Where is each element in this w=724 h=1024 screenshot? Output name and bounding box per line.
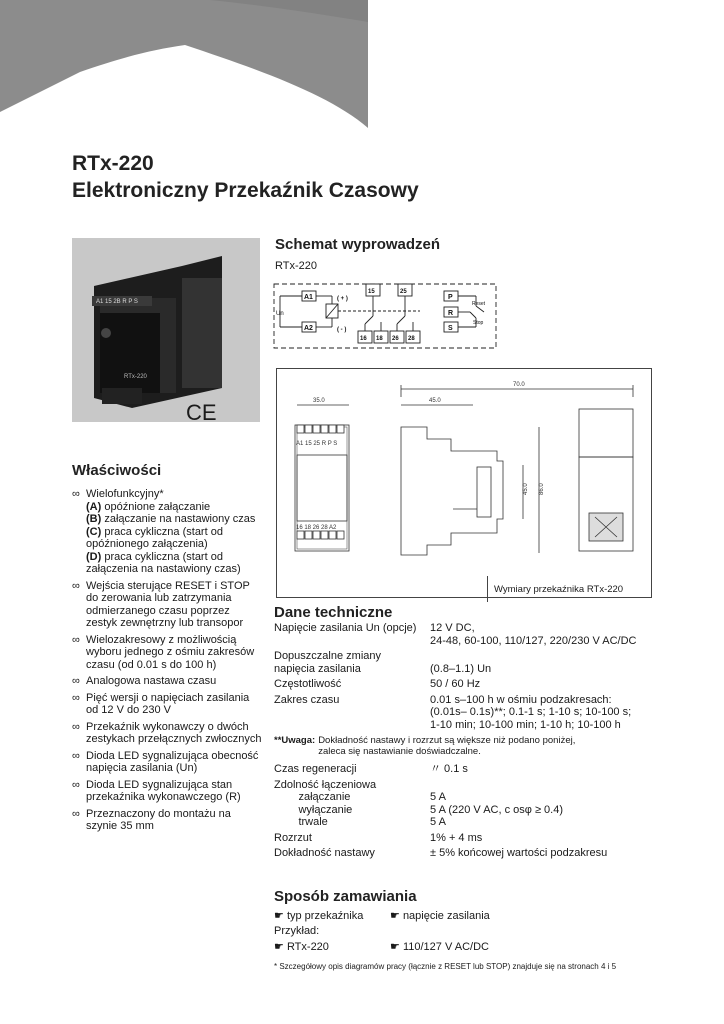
dimension-drawing (277, 369, 651, 597)
pin-a2: A2 (304, 325, 313, 332)
dimension-caption: Wymiary przekaźnika RTx-220 (494, 584, 624, 595)
pin-28: 28 (408, 336, 415, 342)
ordering-heading: Sposób zamawiania (274, 888, 417, 905)
pin-un: Un (276, 311, 284, 317)
pin-plus: ( + ) (337, 296, 348, 302)
title-description: Elektroniczny Przekaźnik Czasowy (72, 179, 419, 202)
bullet-icon: ∞ (72, 720, 80, 733)
bullet-icon: ∞ (72, 579, 80, 592)
list-item: ∞ Przeznaczony do montażu na szynie 35 mm (72, 807, 231, 832)
list-item: ∞ Dioda LED sygnalizująca obecność napięcia zasilania (Un) (72, 749, 259, 774)
bullet-icon: ∞ (72, 675, 80, 687)
dim-bottom-terminals: 16 18 26 28 A2 (296, 525, 337, 531)
properties-heading: Właściwości (72, 462, 162, 479)
example-voltage: 110/127 V AC/DC (402, 941, 489, 953)
note-text: Dokładność nastawy i rozrzut są większe niż podano poniżej, zaleca się nastawianie doświadczalne. (318, 735, 576, 757)
header-decoration (0, 0, 724, 140)
page-title (72, 150, 419, 204)
mode-item: (C) praca cykliczna (start od opóźnionego załączenia) (86, 525, 223, 550)
dim-45-width: 45.0 (429, 398, 441, 404)
dim-45-height: 45.0 (523, 483, 529, 495)
properties-list (72, 488, 262, 837)
footnote: * Szczegółowy opis diagramów pracy (łącznie z RESET lub STOP) znajduje się na stronach 4 i 5 (274, 962, 617, 971)
dim-35: 35.0 (313, 398, 325, 404)
table-row: Częstotliwość 50 / 60 Hz (274, 678, 481, 690)
bullet-icon: ∞ (72, 691, 80, 704)
list-item: ∞ Pięć wersji o napięciach zasilania od 12 V do 230 V (72, 691, 250, 716)
dim-86: 86.0 (539, 483, 545, 495)
pin-a1: A1 (304, 294, 313, 301)
pinout-heading: Schemat wyprowadzeń (275, 236, 441, 253)
voltage-label: napięcie zasilania (402, 910, 490, 922)
type-label: typ przekaźnika (286, 910, 364, 922)
list-item: ∞ Wielozakresowy z możliwością wyboru jednego z ośmiu zakresów czasu (od 0.01 s do 100 h) (72, 633, 255, 671)
table-row: Zdolność łączeniowa załączanie wyłączanie trwale 5 A 5 A (220 V AC, c osφ ≥ 0.4) 5 A (274, 778, 564, 828)
pinout-model: RTx-220 (275, 260, 317, 272)
table-row: Rozrzut 1% + 4 ms (274, 831, 483, 844)
product-photo (72, 238, 260, 422)
table-row: Zakres czasu 0.01 s–100 h w ośmiu podzakresach: (0.01s– 0.1s)**; 0.1-1 s; 1-10 s; 10-100 s; 1-10 min; 10-100 min; 1-10 h; 10-100 h (274, 693, 632, 731)
hand-pointer-icon: ☛ (274, 910, 284, 922)
pin-reset-label: Reset (472, 301, 486, 307)
table-row: Dopuszczalne zmiany napięcia zasilania (0.8–1.1) Un (274, 650, 492, 675)
ordering-template (274, 909, 664, 922)
bullet-icon: ∞ (72, 807, 80, 820)
technical-table (274, 622, 654, 863)
bullet-icon: ∞ (72, 488, 80, 500)
example-type: RTx-220 (286, 941, 329, 953)
pin-p: P (448, 294, 453, 301)
list-item: ∞ Analogowa nastawa czasu (72, 675, 217, 687)
caption-marker (487, 576, 488, 602)
pin-18: 18 (376, 336, 383, 342)
mode-item: (B) załączanie na nastawiony czas (86, 513, 256, 525)
pin-15: 15 (368, 289, 375, 295)
dim-70: 70.0 (513, 382, 525, 388)
bullet-icon: ∞ (72, 749, 80, 762)
note-label: **Uwaga: (274, 735, 316, 746)
mode-item: (D) praca cykliczna (start od załączenia na nastawiony czas) (86, 550, 241, 575)
technical-note (274, 735, 654, 757)
hand-pointer-icon: ☛ (390, 941, 400, 953)
list-item: ∞ Przekaźnik wykonawczy o dwóch zestykach przełącznych zwłocznych (72, 720, 262, 745)
pinout-diagram (270, 278, 500, 354)
bullet-icon: ∞ (72, 633, 80, 646)
technical-heading: Dane techniczne (274, 604, 393, 621)
bullet-icon: ∞ (72, 778, 80, 791)
title-model: RTx-220 (72, 152, 154, 175)
table-row: Napięcie zasilania Un (opcje) 12 V DC, 24-48, 60-100, 110/127, 220/230 V AC/DC (274, 622, 637, 647)
ordering-section (274, 888, 664, 953)
example-label: Przykład: (274, 925, 320, 937)
pin-minus: ( - ) (337, 327, 347, 333)
table-row: Dokładność nastawy ± 5% końcowej wartości podzakresu (274, 847, 608, 859)
list-item: ∞ Dioda LED sygnalizująca stan przekaźnika wykonawczego (R) (72, 778, 241, 803)
pin-26: 26 (392, 336, 399, 342)
list-item: ∞ Wejścia sterujące RESET i STOP do zerowania lub zatrzymania odmierzanego czasu poprzez zestyk zewnętrzny lub transopor (72, 579, 250, 629)
relay-photo-drawing (72, 238, 260, 422)
svg-text:RTx-220: RTx-220 (124, 374, 147, 380)
ce-mark: CE (186, 400, 217, 425)
hand-pointer-icon: ☛ (274, 941, 284, 953)
ordering-example (274, 940, 664, 953)
modes-list (86, 501, 262, 576)
table-row: Czas regeneracji 〃 0.1 s (274, 763, 468, 775)
list-item: ∞ Wielofunkcyjny* (A) opóźnione załączanie (B) załączanie na nastawiony czas (C) praca cykliczna (start od opóźnionego załączenia) (D) praca cykliczna (start od załączenia na nastawiony czas) (72, 488, 262, 576)
pin-r: R (448, 310, 454, 317)
pin-stop-label: Stop (473, 320, 484, 326)
pin-16: 16 (360, 336, 367, 342)
photo-terminal-text: A1 15 2B R P S (96, 299, 138, 305)
hand-pointer-icon: ☛ (390, 910, 400, 922)
dimension-drawing-frame (276, 368, 652, 598)
pin-25: 25 (400, 289, 407, 295)
pin-s: S (448, 325, 453, 332)
mode-item: (A) opóźnione załączanie (86, 500, 211, 513)
dim-top-terminals: A1 15 25 R P S (296, 441, 338, 447)
